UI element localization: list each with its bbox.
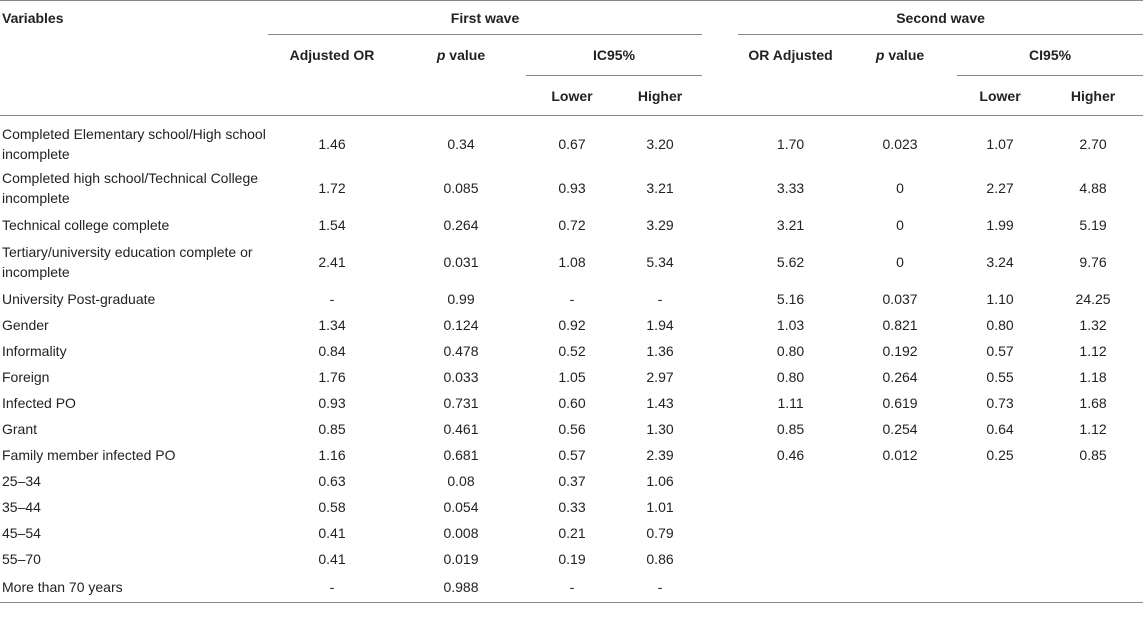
second-or-adjusted-cell: 3.21: [776, 217, 805, 233]
table-row: [0, 164, 1143, 212]
gap-cell: [702, 286, 738, 312]
first-p-value-cell: 0.019: [443, 551, 479, 567]
second-higher-cell: [1043, 468, 1143, 494]
second-p-value-cell: [843, 572, 957, 602]
variable-cell: Tertiary/university education complete or incomplete: [2, 244, 253, 280]
first-adjusted-or-cell: 0.85: [318, 421, 346, 437]
second-lower-cell: 0.73: [986, 395, 1014, 411]
header-first-adjusted-or: Adjusted OR: [289, 47, 375, 64]
gap-cell: [702, 364, 738, 390]
header-first-p-value: [396, 35, 526, 76]
second-higher-cell: [1043, 494, 1143, 520]
first-higher-cell: 1.30: [646, 421, 674, 437]
table-row: [0, 442, 1143, 468]
header-first-lower: Lower: [526, 76, 618, 116]
first-lower-cell: 0.33: [558, 499, 586, 515]
table-row: [0, 390, 1143, 416]
second-higher-cell: [1043, 572, 1143, 602]
gap-cell: [702, 546, 738, 572]
second-higher-cell: 5.19: [1079, 217, 1107, 233]
header-first-wave: First wave: [268, 1, 702, 35]
variable-cell: Gender: [2, 317, 49, 333]
second-p-value-cell: [843, 468, 957, 494]
variable-cell: Grant: [2, 421, 38, 437]
gap-cell: [702, 338, 738, 364]
gap-cell: [702, 238, 738, 286]
second-lower-cell: 1.99: [986, 217, 1014, 233]
gap-cell: [702, 212, 738, 238]
first-higher-cell: 1.36: [646, 343, 674, 359]
variable-cell: Technical college complete: [2, 217, 170, 233]
first-lower-cell: 1.05: [558, 369, 586, 385]
first-higher-cell: 1.43: [646, 395, 674, 411]
variable-cell: Informality: [2, 343, 67, 359]
header-gap: [702, 1, 738, 35]
first-p-value-cell: 0.478: [443, 343, 479, 359]
table-row: [0, 520, 1143, 546]
second-or-adjusted-cell: [738, 546, 843, 572]
second-higher-cell: 1.12: [1079, 343, 1107, 359]
header-second-wave: Second wave: [738, 1, 1143, 35]
header-first-higher: Higher: [618, 76, 702, 116]
second-or-adjusted-cell: 1.03: [776, 317, 805, 333]
header-gap: [702, 76, 738, 116]
first-adjusted-or-cell: 1.16: [318, 447, 346, 463]
first-p-value-cell: 0.031: [443, 254, 479, 270]
gap-cell: [702, 572, 738, 602]
table-row: [0, 572, 1143, 602]
first-p-value-cell: 0.033: [443, 369, 479, 385]
second-or-adjusted-cell: 0.80: [776, 343, 805, 359]
first-higher-cell: 3.21: [646, 180, 674, 196]
second-higher-cell: 24.25: [1075, 291, 1111, 307]
first-adjusted-or-cell: -: [329, 291, 335, 307]
second-lower-cell: [957, 494, 1043, 520]
second-or-adjusted-cell: [738, 572, 843, 602]
first-lower-cell: -: [526, 572, 618, 602]
first-higher-cell: 1.01: [646, 499, 674, 515]
second-or-adjusted-cell: [738, 520, 843, 546]
second-lower-cell: 0.55: [986, 369, 1014, 385]
second-lower-cell: [957, 546, 1043, 572]
second-p-value-cell: 0.012: [882, 447, 918, 463]
first-higher-cell: 2.39: [646, 447, 674, 463]
first-p-value-cell: 0.34: [447, 136, 475, 152]
second-higher-cell: 0.85: [1079, 447, 1107, 463]
first-p-value-cell: 0.731: [443, 395, 479, 411]
header-blank: [843, 76, 957, 116]
gap-cell: [702, 520, 738, 546]
second-lower-cell: 1.10: [986, 291, 1014, 307]
second-lower-cell: 3.24: [986, 254, 1014, 270]
header-first-ci: IC95%: [526, 35, 702, 76]
first-lower-cell: 0.21: [558, 525, 586, 541]
second-p-value-cell: 0: [896, 217, 904, 233]
variable-cell: 35–44: [2, 499, 41, 515]
table-row: [0, 286, 1143, 312]
table-body: [0, 116, 1143, 603]
first-lower-cell: -: [569, 291, 575, 307]
table-row: [0, 238, 1143, 286]
first-higher-cell: 2.97: [646, 369, 674, 385]
p-value-suffix: value: [884, 47, 925, 64]
header-blank: [0, 35, 268, 76]
first-adjusted-or-cell: 1.76: [318, 369, 346, 385]
gap-cell: [702, 390, 738, 416]
variable-cell: Completed high school/Technical College incomplete: [2, 170, 259, 206]
first-lower-cell: 1.08: [558, 254, 586, 270]
second-higher-cell: 1.68: [1079, 395, 1107, 411]
second-or-adjusted-cell: 1.70: [776, 136, 805, 152]
header-second-higher: Higher: [1043, 76, 1143, 116]
table-row: [0, 116, 1143, 165]
gap-cell: [702, 442, 738, 468]
first-higher-cell: -: [657, 291, 663, 307]
first-lower-cell: 0.72: [558, 217, 586, 233]
table-row: [0, 416, 1143, 442]
first-p-value-cell: 0.681: [443, 447, 479, 463]
first-lower-cell: 0.52: [558, 343, 586, 359]
first-lower-cell: 0.57: [558, 447, 586, 463]
gap-cell: [702, 494, 738, 520]
second-or-adjusted-cell: 5.62: [776, 254, 805, 270]
first-p-value-cell: 0.264: [443, 217, 479, 233]
first-p-value-cell: 0.085: [443, 180, 479, 196]
first-higher-cell: 1.06: [646, 473, 674, 489]
first-p-value-cell: 0.99: [447, 291, 475, 307]
second-p-value-cell: 0.619: [882, 395, 918, 411]
second-or-adjusted-cell: 3.33: [776, 180, 805, 196]
variable-cell: 45–54: [2, 525, 41, 541]
second-lower-cell: 0.25: [986, 447, 1014, 463]
second-or-adjusted-cell: [738, 468, 843, 494]
table-row: [0, 364, 1143, 390]
first-higher-cell: 0.86: [646, 551, 674, 567]
gap-cell: [702, 116, 738, 165]
header-second-p-value: [843, 35, 957, 76]
second-or-adjusted-cell: 5.16: [776, 291, 805, 307]
first-adjusted-or-cell: 1.54: [318, 217, 346, 233]
first-higher-cell: 0.79: [646, 525, 674, 541]
second-p-value-cell: [843, 546, 957, 572]
table-row: [0, 494, 1143, 520]
second-p-value-cell: 0: [896, 180, 904, 196]
first-lower-cell: 0.67: [558, 136, 586, 152]
header-variables: Variables: [0, 1, 268, 35]
second-higher-cell: 1.32: [1079, 317, 1107, 333]
header-second-or-adjusted: OR Adjusted: [748, 47, 833, 64]
second-higher-cell: [1043, 546, 1143, 572]
second-lower-cell: [957, 520, 1043, 546]
second-p-value-cell: [843, 494, 957, 520]
p-value-suffix: value: [445, 47, 486, 64]
first-adjusted-or-cell: 1.34: [318, 317, 346, 333]
header-second-lower: Lower: [957, 76, 1043, 116]
gap-cell: [702, 416, 738, 442]
p-italic: p: [436, 47, 446, 64]
first-higher-cell: 5.34: [646, 254, 674, 270]
first-adjusted-or-cell: 0.41: [318, 525, 346, 541]
gap-cell: [702, 312, 738, 338]
second-p-value-cell: 0.821: [882, 317, 918, 333]
second-p-value-cell: 0.037: [882, 291, 918, 307]
first-lower-cell: 0.19: [558, 551, 586, 567]
second-higher-cell: 2.70: [1079, 136, 1107, 152]
second-lower-cell: [957, 572, 1043, 602]
second-p-value-cell: 0.264: [882, 369, 918, 385]
table-row: [0, 468, 1143, 494]
first-higher-cell: 3.29: [646, 217, 674, 233]
first-adjusted-or-cell: 0.63: [318, 473, 346, 489]
header-gap: [702, 35, 738, 76]
second-higher-cell: [1043, 520, 1143, 546]
second-or-adjusted-cell: [738, 494, 843, 520]
second-higher-cell: 9.76: [1079, 254, 1107, 270]
first-higher-cell: 1.94: [646, 317, 674, 333]
second-p-value-cell: 0.192: [882, 343, 918, 359]
variable-cell: Completed Elementary school/High school incomplete: [2, 126, 266, 162]
first-lower-cell: 0.93: [558, 180, 586, 196]
second-lower-cell: [957, 468, 1043, 494]
table-row: [0, 546, 1143, 572]
first-adjusted-or-cell: 0.41: [318, 551, 346, 567]
variable-cell: Infected PO: [2, 395, 76, 411]
second-higher-cell: 4.88: [1079, 180, 1107, 196]
variable-cell: 25–34: [2, 473, 41, 489]
p-italic: p: [875, 47, 885, 64]
variable-cell: University Post-graduate: [2, 291, 156, 307]
header-blank: [268, 76, 396, 116]
second-lower-cell: 1.07: [986, 136, 1014, 152]
first-higher-cell: -: [618, 572, 702, 602]
first-adjusted-or-cell: 2.41: [318, 254, 346, 270]
first-p-value-cell: 0.008: [443, 525, 479, 541]
header-second-ci: CI95%: [957, 35, 1143, 76]
second-lower-cell: 0.64: [986, 421, 1014, 437]
second-p-value-cell: 0.023: [882, 136, 918, 152]
first-higher-cell: 3.20: [646, 136, 674, 152]
first-p-value-cell: 0.124: [443, 317, 479, 333]
second-lower-cell: 0.80: [986, 317, 1014, 333]
variable-cell: More than 70 years: [0, 572, 268, 602]
table-row: [0, 312, 1143, 338]
first-p-value-cell: 0.461: [443, 421, 479, 437]
table-row: [0, 212, 1143, 238]
first-adjusted-or-cell: 0.84: [318, 343, 346, 359]
second-p-value-cell: [843, 520, 957, 546]
first-adjusted-or-cell: 0.58: [318, 499, 346, 515]
first-adjusted-or-cell: 0.93: [318, 395, 346, 411]
second-p-value-cell: 0.254: [882, 421, 918, 437]
table-row: [0, 338, 1143, 364]
second-or-adjusted-cell: 1.11: [777, 395, 804, 411]
second-lower-cell: 0.57: [986, 343, 1014, 359]
first-lower-cell: 0.37: [558, 473, 586, 489]
gap-cell: [702, 468, 738, 494]
second-or-adjusted-cell: 0.85: [776, 421, 805, 437]
gap-cell: [702, 164, 738, 212]
header-blank: [396, 76, 526, 116]
variable-cell: Family member infected PO: [2, 447, 176, 463]
second-or-adjusted-cell: 0.46: [776, 447, 805, 463]
first-lower-cell: 0.92: [558, 317, 586, 333]
first-lower-cell: 0.56: [558, 421, 586, 437]
second-higher-cell: 1.18: [1079, 369, 1107, 385]
variable-cell: 55–70: [2, 551, 41, 567]
second-lower-cell: 2.27: [986, 180, 1014, 196]
second-p-value-cell: 0: [896, 254, 904, 270]
first-adjusted-or-cell: -: [268, 572, 396, 602]
variable-cell: Foreign: [2, 369, 50, 385]
second-higher-cell: 1.12: [1079, 421, 1107, 437]
second-or-adjusted-cell: 0.80: [776, 369, 805, 385]
first-p-value-cell: 0.054: [443, 499, 479, 515]
first-p-value-cell: 0.08: [447, 473, 475, 489]
header-blank: [738, 76, 843, 116]
header-blank: [0, 76, 268, 116]
first-lower-cell: 0.60: [558, 395, 586, 411]
first-adjusted-or-cell: 1.46: [318, 136, 346, 152]
first-p-value-cell: 0.988: [396, 572, 526, 602]
first-adjusted-or-cell: 1.72: [318, 180, 346, 196]
